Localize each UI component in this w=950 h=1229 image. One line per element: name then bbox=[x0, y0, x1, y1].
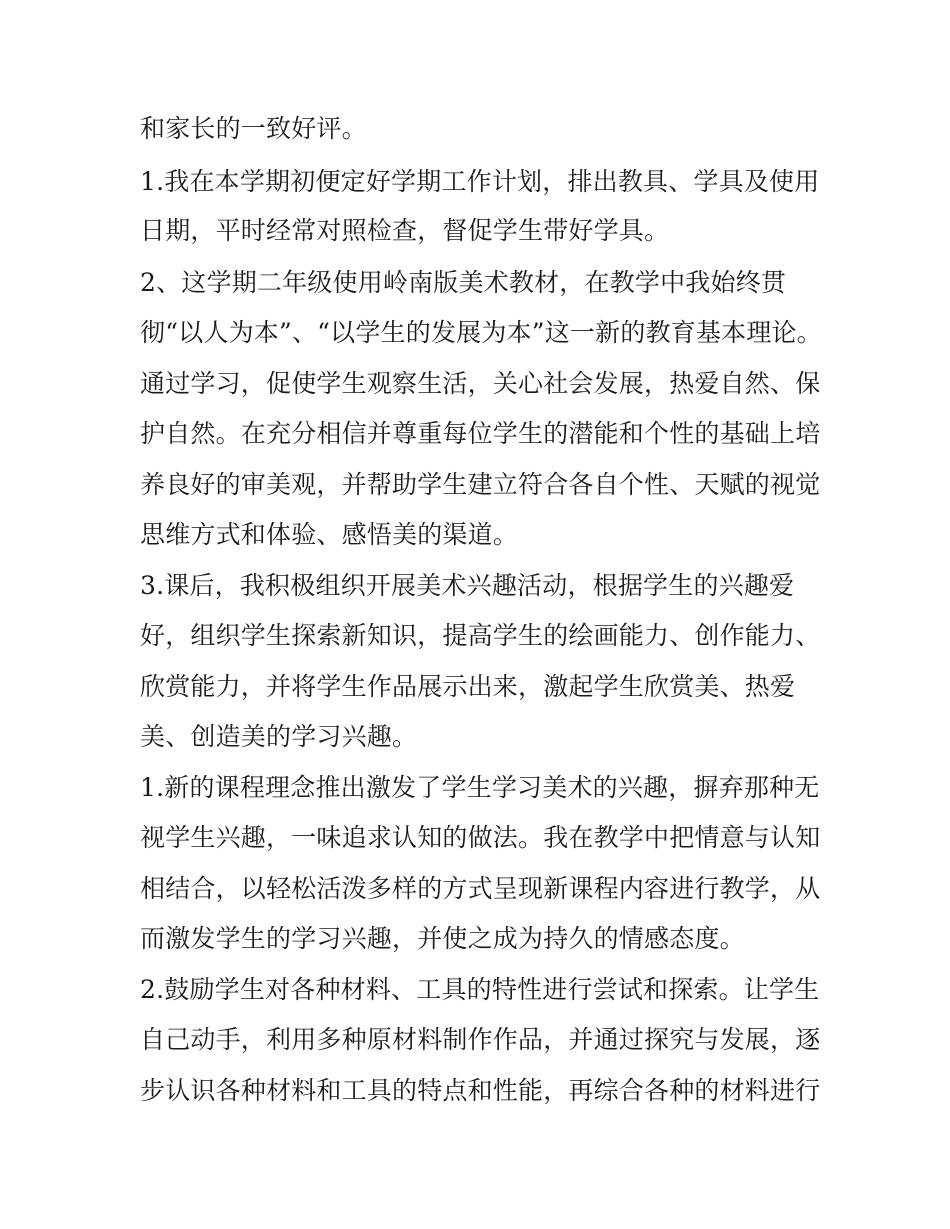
text-line: 通过学习，促使学生观察生活，关心社会发展，热爱自然、保 bbox=[140, 369, 821, 398]
text-line: 3.课后，我积极组织开展美术兴趣活动，根据学生的兴趣爱 bbox=[140, 571, 795, 600]
text-line: 1.我在本学期初便定好学期工作计划，排出教具、学具及使用 bbox=[140, 167, 820, 196]
text-line: 和家长的一致好评。 bbox=[140, 114, 367, 143]
text-line: 护自然。在充分相信并尊重每位学生的潜能和个性的基础上培 bbox=[140, 419, 821, 448]
text-line: 美、创造美的学习兴趣。 bbox=[140, 722, 418, 751]
text-line: 自己动手，利用多种原材料制作作品，并通过探究与发展，逐 bbox=[140, 1025, 821, 1054]
text-line: 视学生兴趣，一味追求认知的做法。我在教学中把情意与认知 bbox=[140, 823, 821, 852]
text-line: 而激发学生的学习兴趣，并使之成为持久的情感态度。 bbox=[140, 924, 745, 953]
text-line: 2、这学期二年级使用岭南版美术教材，在教学中我始终贯 bbox=[140, 268, 787, 297]
text-line: 1.新的课程理念推出激发了学生学习美术的兴趣，摒弃那种无 bbox=[140, 773, 820, 802]
text-line: 好，组织学生探索新知识，提高学生的绘画能力、创作能力、 bbox=[140, 621, 821, 650]
text-line: 彻“以人为本”、“以学生的发展为本”这一新的教育基本理论。 bbox=[140, 318, 822, 347]
text-line: 步认识各种材料和工具的特点和性能，再综合各种的材料进行 bbox=[140, 1076, 821, 1105]
text-line: 日期，平时经常对照检查，督促学生带好学具。 bbox=[140, 216, 670, 245]
text-line: 2.鼓励学生对各种材料、工具的特性进行尝试和探索。让学生 bbox=[140, 975, 820, 1004]
text-line: 思维方式和体验、感悟美的渠道。 bbox=[140, 520, 519, 549]
text-line: 相结合，以轻松活泼多样的方式呈现新课程内容进行教学，从 bbox=[140, 874, 821, 903]
text-line: 欣赏能力，并将学生作品展示出来，激起学生欣赏美、热爱 bbox=[140, 672, 796, 701]
text-line: 养良好的审美观，并帮助学生建立符合各自个性、天赋的视觉 bbox=[140, 470, 821, 499]
